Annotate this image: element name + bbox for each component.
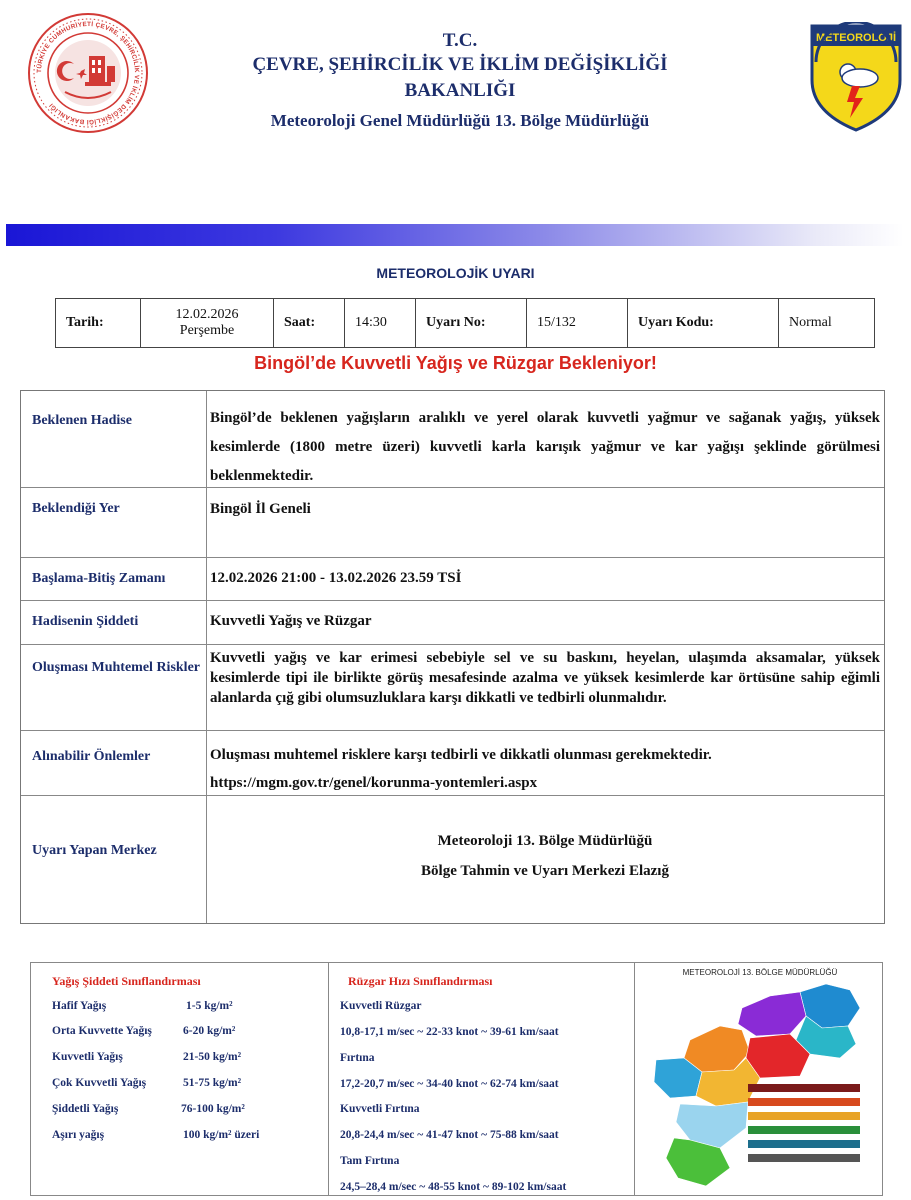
- panel-divider: [634, 962, 635, 1196]
- row-value: Kuvvetli yağış ve kar erimesi sebebiyle sel ve su baskını, heyelan, ulaşımda aksamalar, yüksek kesimlerde tipi ile birlikte görüş mesafesinde azalma ve yüksek kesimlerde kar örtüsüne sahip eğimli alanlarda çığ gibi olumsuzluklara karşı dikkatli ve tedbirli olunmalıdır.: [210, 650, 880, 706]
- row-label: Başlama-Bitiş Zamanı: [21, 558, 207, 600]
- row-value: [208, 796, 884, 923]
- precautions-text: Oluşması muhtemel risklere karşı tedbirli ve dikkatli olunması gerekmektedir.: [210, 747, 712, 763]
- document-title: METEOROLOJİK UYARI: [376, 265, 535, 281]
- warning-detail-table: [20, 390, 885, 924]
- row-label: Uyarı Yapan Merkez: [21, 796, 207, 923]
- row-label: Alınabilir Önlemler: [21, 731, 207, 795]
- warning-no-label: Uyarı No:: [416, 299, 527, 348]
- header-tc: T.C.: [442, 30, 478, 51]
- region-map: [650, 978, 882, 1192]
- header-divider-bar: [6, 224, 904, 246]
- rain-class-name: Hafif Yağış: [52, 1000, 107, 1012]
- time-value: 14:30: [345, 299, 416, 348]
- row-label: Beklendiği Yer: [21, 488, 207, 557]
- info-table: [55, 298, 875, 348]
- row-possible-risks: [21, 644, 884, 730]
- wind-class-range: 20,8-24,4 m/sec ~ 41-47 knot ~ 75-88 km/saat: [340, 1129, 559, 1141]
- row-value: Bingöl’de beklenen yağışların aralıklı ve yerel olarak kuvvetli yağmur ve sağanak yağış, yüksek kesimlerde (1800 metre üzeri) kuvvetli karla karışık yağmur ve kar yağışı şeklinde görülmesi beklenmektedir.: [210, 410, 880, 484]
- day-text: Perşembe: [179, 323, 235, 338]
- row-precautions: [21, 730, 884, 795]
- meteoroloji-logo: [808, 22, 904, 132]
- header-ministry-2: BAKANLIĞI: [404, 80, 516, 101]
- rain-class-name: Orta Kuvvette Yağış: [52, 1025, 152, 1037]
- seal-text: TÜRKİYE CUMHURİYETİ ÇEVRE, ŞEHİRCİLİK VE İKLİM DEĞİŞİKLİĞİ BAKANLIĞI: [35, 20, 141, 126]
- row-expected-event: [21, 391, 884, 487]
- wind-class-range: 10,8-17,1 m/sec ~ 22-33 knot ~ 39-61 km/saat: [340, 1026, 559, 1038]
- header-department: Meteoroloji Genel Müdürlüğü 13. Bölge Müdürlüğü: [270, 111, 650, 130]
- rain-class-range: 100 kg/m² üzeri: [183, 1129, 260, 1141]
- row-value: Kuvvetli Yağış ve Rüzgar: [210, 613, 372, 629]
- row-start-end-time: [21, 557, 884, 600]
- header-ministry: ÇEVRE, ŞEHİRCİLİK VE İKLİM DEĞİŞİKLİĞİ: [252, 54, 668, 75]
- warning-no-value: 15/132: [527, 299, 628, 348]
- row-issuing-center: [21, 795, 884, 923]
- wind-class-range: 17,2-20,7 m/sec ~ 34-40 knot ~ 62-74 km/saat: [340, 1078, 559, 1090]
- wind-class-name: Kuvvetli Rüzgar: [340, 1000, 422, 1012]
- warning-code-label: Uyarı Kodu:: [628, 299, 779, 348]
- ministry-seal: [27, 12, 149, 134]
- row-value: 12.02.2026 21:00 - 13.02.2026 23.59 TSİ: [210, 570, 462, 586]
- rain-class-range: 1-5 kg/m²: [186, 1000, 233, 1012]
- rain-class-name: Kuvvetli Yağış: [52, 1051, 123, 1063]
- map-title: METEOROLOJİ 13. BÖLGE MÜDÜRLÜĞÜ: [682, 968, 838, 977]
- wind-class-name: Tam Fırtına: [340, 1155, 400, 1167]
- row-label: Hadisenin Şiddeti: [21, 601, 207, 644]
- date-value: [141, 299, 274, 348]
- rain-classification-title: Yağış Şiddeti Sınıflandırması: [52, 974, 201, 988]
- panel-divider: [328, 962, 329, 1196]
- logo-text: METEOROLOJİ: [815, 32, 897, 44]
- row-label: Beklenen Hadise: [21, 391, 207, 487]
- rain-class-range: 6-20 kg/m²: [183, 1025, 236, 1037]
- row-value: [208, 731, 884, 795]
- wind-class-name: Kuvvetli Fırtına: [340, 1103, 420, 1115]
- rain-class-name: Şiddetli Yağış: [52, 1103, 119, 1115]
- precautions-link[interactable]: https://mgm.gov.tr/genel/korunma-yontemleri.aspx: [210, 775, 538, 791]
- wind-class-name: Fırtına: [340, 1052, 375, 1064]
- warning-headline: Bingöl’de Kuvvetli Yağış ve Rüzgar Bekleniyor!: [254, 353, 657, 373]
- rain-class-name: Aşırı yağış: [52, 1129, 105, 1141]
- center-line-1: Meteoroloji 13. Bölge Müdürlüğü: [437, 833, 653, 849]
- row-severity: [21, 600, 884, 644]
- rain-class-range: 21-50 kg/m²: [183, 1051, 242, 1063]
- rain-class-range: 51-75 kg/m²: [183, 1077, 242, 1089]
- row-expected-place: [21, 487, 884, 557]
- date-text: 12.02.2026: [175, 307, 239, 322]
- rain-class-name: Çok Kuvvetli Yağış: [52, 1077, 147, 1089]
- rain-class-range: 76-100 kg/m²: [181, 1103, 245, 1115]
- warning-code-value: Normal: [779, 299, 875, 348]
- wind-classification-title: Rüzgar Hızı Sınıflandırması: [348, 974, 493, 988]
- time-label: Saat:: [274, 299, 345, 348]
- wind-class-range: 24,5–28,4 m/sec ~ 48-55 knot ~ 89-102 km/saat: [340, 1181, 567, 1193]
- header-block: [180, 30, 740, 134]
- center-line-2: Bölge Tahmin ve Uyarı Merkezi Elazığ: [421, 863, 669, 879]
- date-label: Tarih:: [56, 299, 141, 348]
- row-label: Oluşması Muhtemel Riskler: [21, 645, 207, 730]
- row-value: Bingöl İl Geneli: [210, 501, 311, 517]
